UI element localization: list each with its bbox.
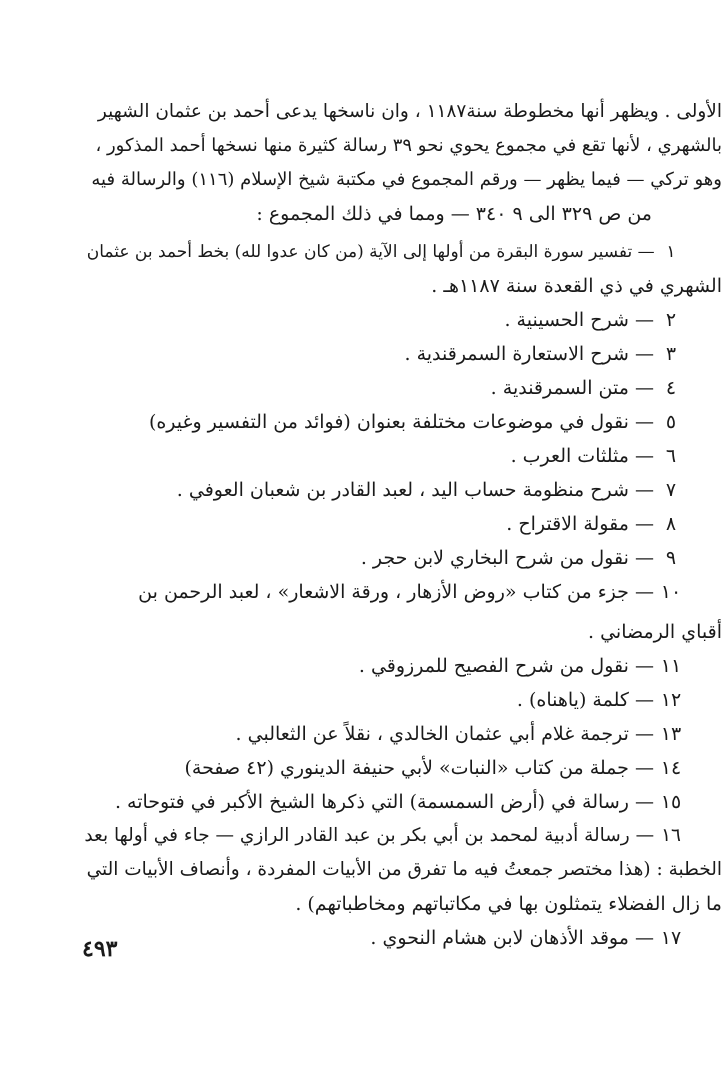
- item-number: ٩: [665, 547, 677, 569]
- intro-line: وهو تركي — فيما يظهر — ورقم المجموع في مكتبة شيخ الإسلام (١١٦) والرسالة فيه: [91, 169, 722, 190]
- item-number: ١٣: [660, 723, 682, 745]
- item-number: ٨: [665, 513, 677, 535]
- item-text: — نقول من شرح البخاري لابن حجر .: [360, 547, 654, 569]
- item-number: ١٤: [660, 757, 682, 779]
- list-item: [149, 408, 682, 436]
- list-item: [177, 476, 682, 504]
- item-text: الخطبة : (هذا مختصر جمعتُ فيه ما تفرق من الأبيات المفردة ، وأنصاف الأبيات التي: [86, 859, 722, 880]
- list-item: [506, 510, 682, 538]
- list-item: [370, 924, 682, 952]
- page-number: ٤٩٣: [82, 936, 118, 962]
- item-text: الشهري في ذي القعدة سنة ١١٨٧هـ .: [431, 275, 722, 297]
- item-text: — نقول من شرح الفصيح للمرزوقي .: [358, 655, 654, 677]
- item-text: — رسالة أدبية لمحمد بن أبي بكر بن عبد القادر الرازي — جاء في أولها بعد: [84, 825, 655, 846]
- list-item: [491, 374, 682, 402]
- item-text: — تفسير سورة البقرة من أولها إلى الآية (من كان عدوا لله) بخط أحمد بن عثمان: [86, 242, 655, 262]
- item-text: — موقد الأذهان لابن هشام النحوي .: [370, 927, 654, 949]
- document-page: [82, 88, 722, 1008]
- item-number: ١: [666, 242, 676, 262]
- list-item: [359, 652, 682, 680]
- list-item: [84, 822, 682, 850]
- item-number: ١١: [660, 655, 682, 677]
- list-item: [511, 442, 682, 470]
- item-number: ٦: [665, 445, 677, 467]
- list-item: [404, 340, 682, 368]
- item-text: — مثلثات العرب .: [510, 445, 654, 467]
- item-number: ٤: [665, 377, 677, 399]
- list-item: [87, 238, 682, 266]
- item-number: ١٥: [660, 791, 682, 813]
- item-text: — ترجمة غلام أبي عثمان الخالدي ، نقلاً عن الثعالبي .: [235, 723, 654, 745]
- item-number: ٧: [665, 479, 677, 501]
- item-number: ١٠: [660, 581, 682, 603]
- list-item-continuation: [295, 890, 722, 918]
- list-item: [236, 720, 682, 748]
- item-text: — نقول في موضوعات مختلفة بعنوان (فوائد من التفسير وغيره): [148, 411, 654, 433]
- list-item: [361, 544, 682, 572]
- list-item: [517, 686, 682, 714]
- item-number: ١٦: [661, 825, 681, 846]
- item-number: ٢: [665, 309, 677, 331]
- item-text: — كلمة (ياهناه) .: [516, 689, 654, 711]
- item-number: ٣: [665, 343, 677, 365]
- item-text: — شرح الحسينية .: [504, 309, 654, 331]
- item-number: ١٢: [660, 689, 682, 711]
- list-item-continuation: [87, 856, 722, 884]
- list-item: [504, 306, 682, 334]
- intro-line: من ص ٣٢٩ الى ٩ ٣٤٠ — ومما في ذلك المجموع :: [256, 203, 652, 225]
- item-number: ١٧: [660, 927, 682, 949]
- item-text: — جزء من كتاب «روض الأزهار ، ورقة الاشعار» ، لعبد الرحمن بن: [138, 581, 654, 603]
- item-text: — متن السمرقندية .: [490, 377, 654, 399]
- item-text: — رسالة في (أرض السمسمة) التي ذكرها الشيخ الأكبر في فتوحاته .: [114, 791, 654, 813]
- list-item: [115, 788, 682, 816]
- list-item-continuation: [431, 272, 722, 300]
- item-text: — شرح منظومة حساب اليد ، لعبد القادر بن شعبان العوفي .: [176, 479, 654, 501]
- intro-line: بالشهري ، لأنها تقع في مجموع يحوي نحو ٣٩ رسالة كثيرة منها نسخها أحمد المذكور ،: [95, 135, 722, 156]
- item-text: — مقولة الاقتراح .: [506, 513, 654, 535]
- item-number: ٥: [665, 411, 677, 433]
- item-text: — جملة من كتاب «النبات» لأبي حنيفة الدينوري (٤٢ صفحة): [184, 757, 654, 779]
- list-item: [138, 578, 682, 606]
- item-text: — شرح الاستعارة السمرقندية .: [404, 343, 654, 365]
- item-text: ما زال الفضلاء يتمثلون بها في مكاتباتهم ومخاطباتهم) .: [295, 893, 722, 915]
- list-item-continuation: [588, 618, 722, 646]
- item-text: أقباي الرمضاني .: [588, 621, 722, 643]
- list-item: [184, 754, 682, 782]
- intro-line: الأولى . ويظهر أنها مخطوطة سنة١١٨٧ ، وان ناسخها يدعى أحمد بن عثمان الشهير: [97, 101, 722, 122]
